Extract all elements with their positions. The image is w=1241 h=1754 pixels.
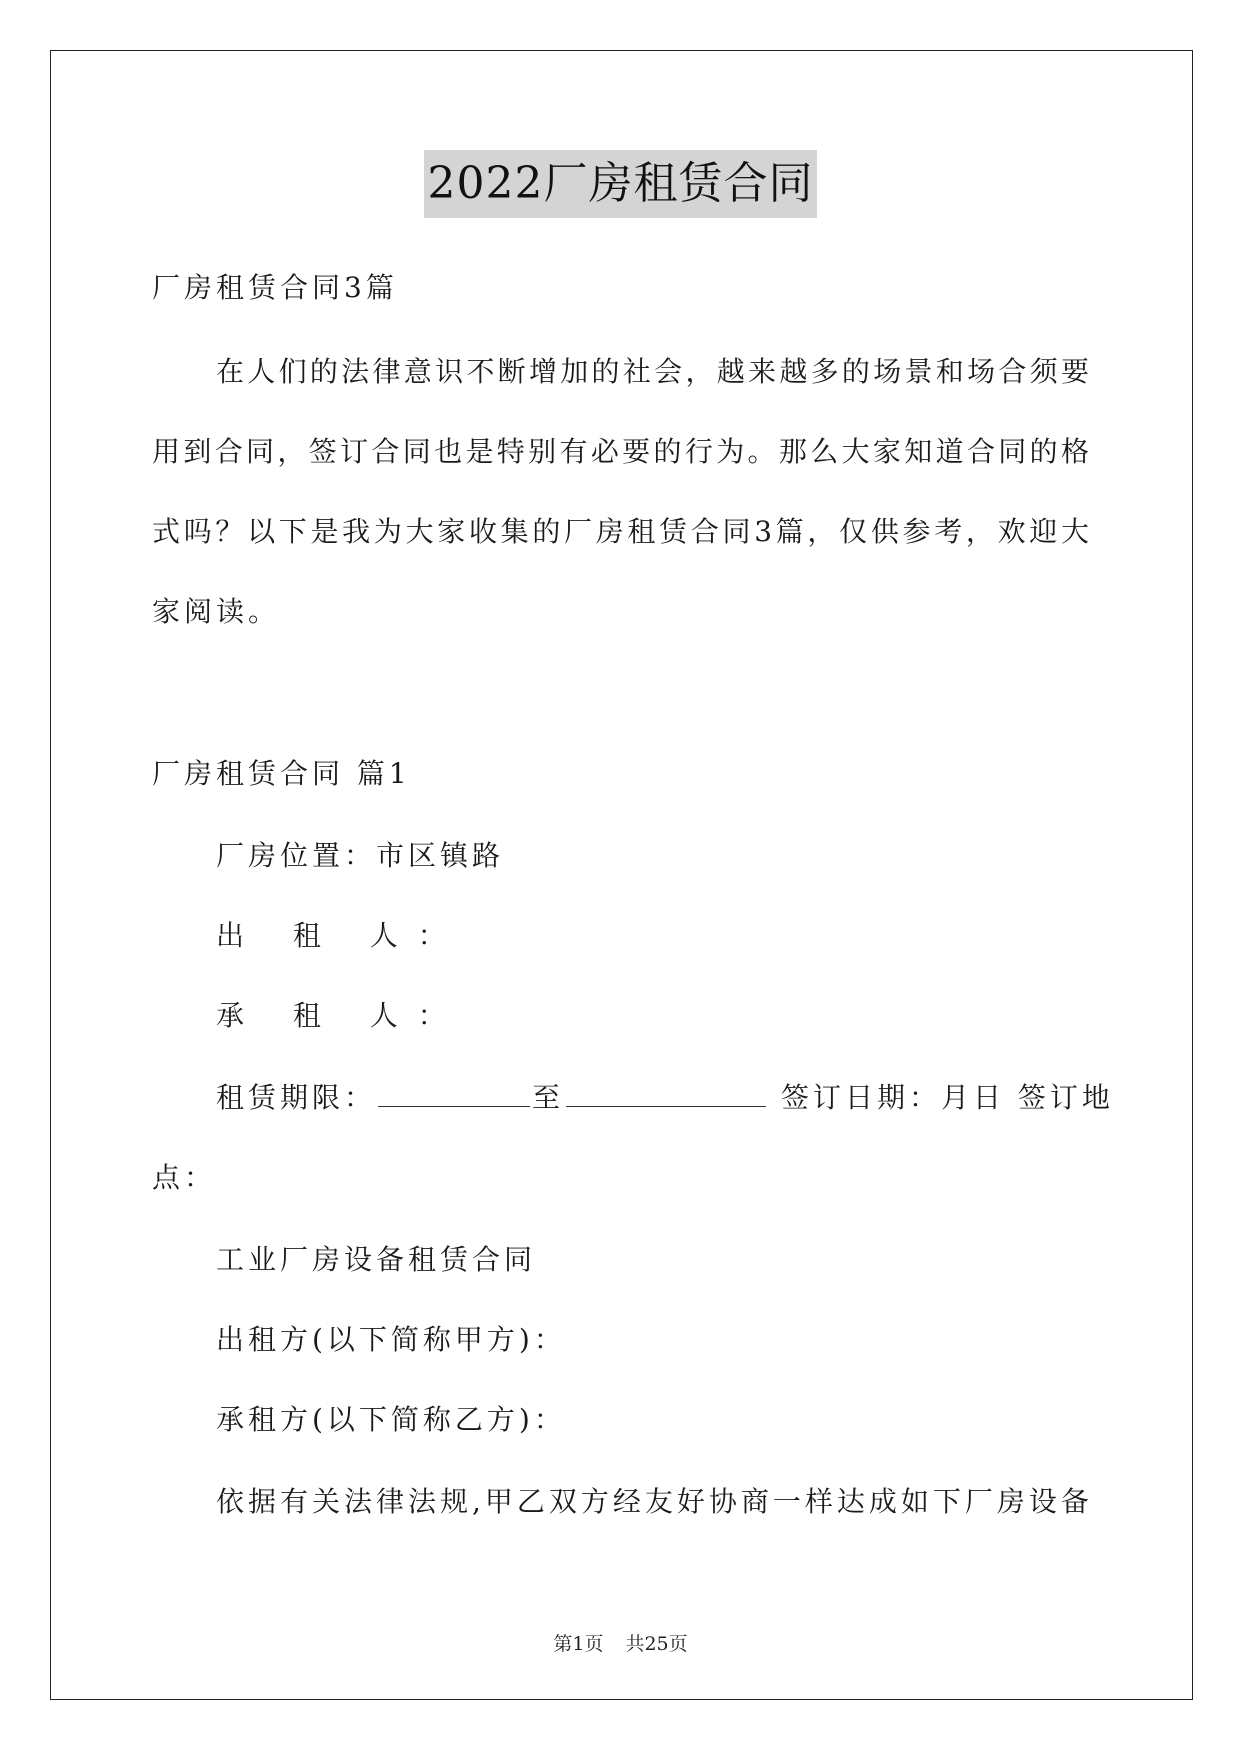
title-container — [0, 150, 1241, 218]
term-to: 至 — [532, 1081, 565, 1114]
footer-total-pre: 共 — [625, 1633, 645, 1655]
lessor-line: 出 租 人： — [216, 919, 466, 952]
intro-line-1: 在人们的法律意识不断增加的社会，越来越多的场景和场合须要 — [216, 355, 1092, 388]
term-continuation: 点： — [152, 1161, 217, 1194]
term-label: 租赁期限： — [216, 1081, 377, 1114]
location-line: 厂房位置：市区镇路 — [216, 839, 505, 872]
footer-total-post: 页 — [668, 1633, 688, 1655]
term-signed: 签订日期：月日 签订地 — [780, 1081, 1114, 1114]
footer-total-pages: 25 — [644, 1633, 669, 1655]
page-footer — [0, 1632, 1241, 1656]
party-b-line: 承租方(以下简称乙方)： — [216, 1403, 566, 1436]
term-end-blank — [566, 1080, 766, 1107]
intro-line-2: 用到合同，签订合同也是特别有必要的行为。那么大家知道合同的格 — [152, 435, 1092, 468]
lessee-line: 承 租 人： — [216, 999, 466, 1032]
intro-line-3: 式吗？以下是我为大家收集的厂房租赁合同3篇，仅供参考，欢迎大 — [152, 515, 1092, 548]
basis-line: 依据有关法律法规,甲乙双方经友好协商一样达成如下厂房设备 — [216, 1485, 1093, 1518]
footer-page-pre: 第 — [553, 1633, 573, 1655]
footer-page-post: 页 — [584, 1633, 604, 1655]
document-subtitle: 厂房租赁合同3篇 — [152, 271, 398, 304]
intro-line-4: 家阅读。 — [152, 595, 281, 628]
footer-page-number: 1 — [572, 1633, 585, 1655]
party-a-line: 出租方(以下简称甲方)： — [216, 1323, 566, 1356]
term-line — [216, 1080, 1114, 1116]
term-start-blank — [378, 1080, 530, 1107]
equipment-contract-title: 工业厂房设备租赁合同 — [216, 1243, 537, 1276]
document-title: 2022厂房租赁合同 — [424, 150, 818, 218]
section-heading: 厂房租赁合同 篇1 — [152, 757, 411, 790]
